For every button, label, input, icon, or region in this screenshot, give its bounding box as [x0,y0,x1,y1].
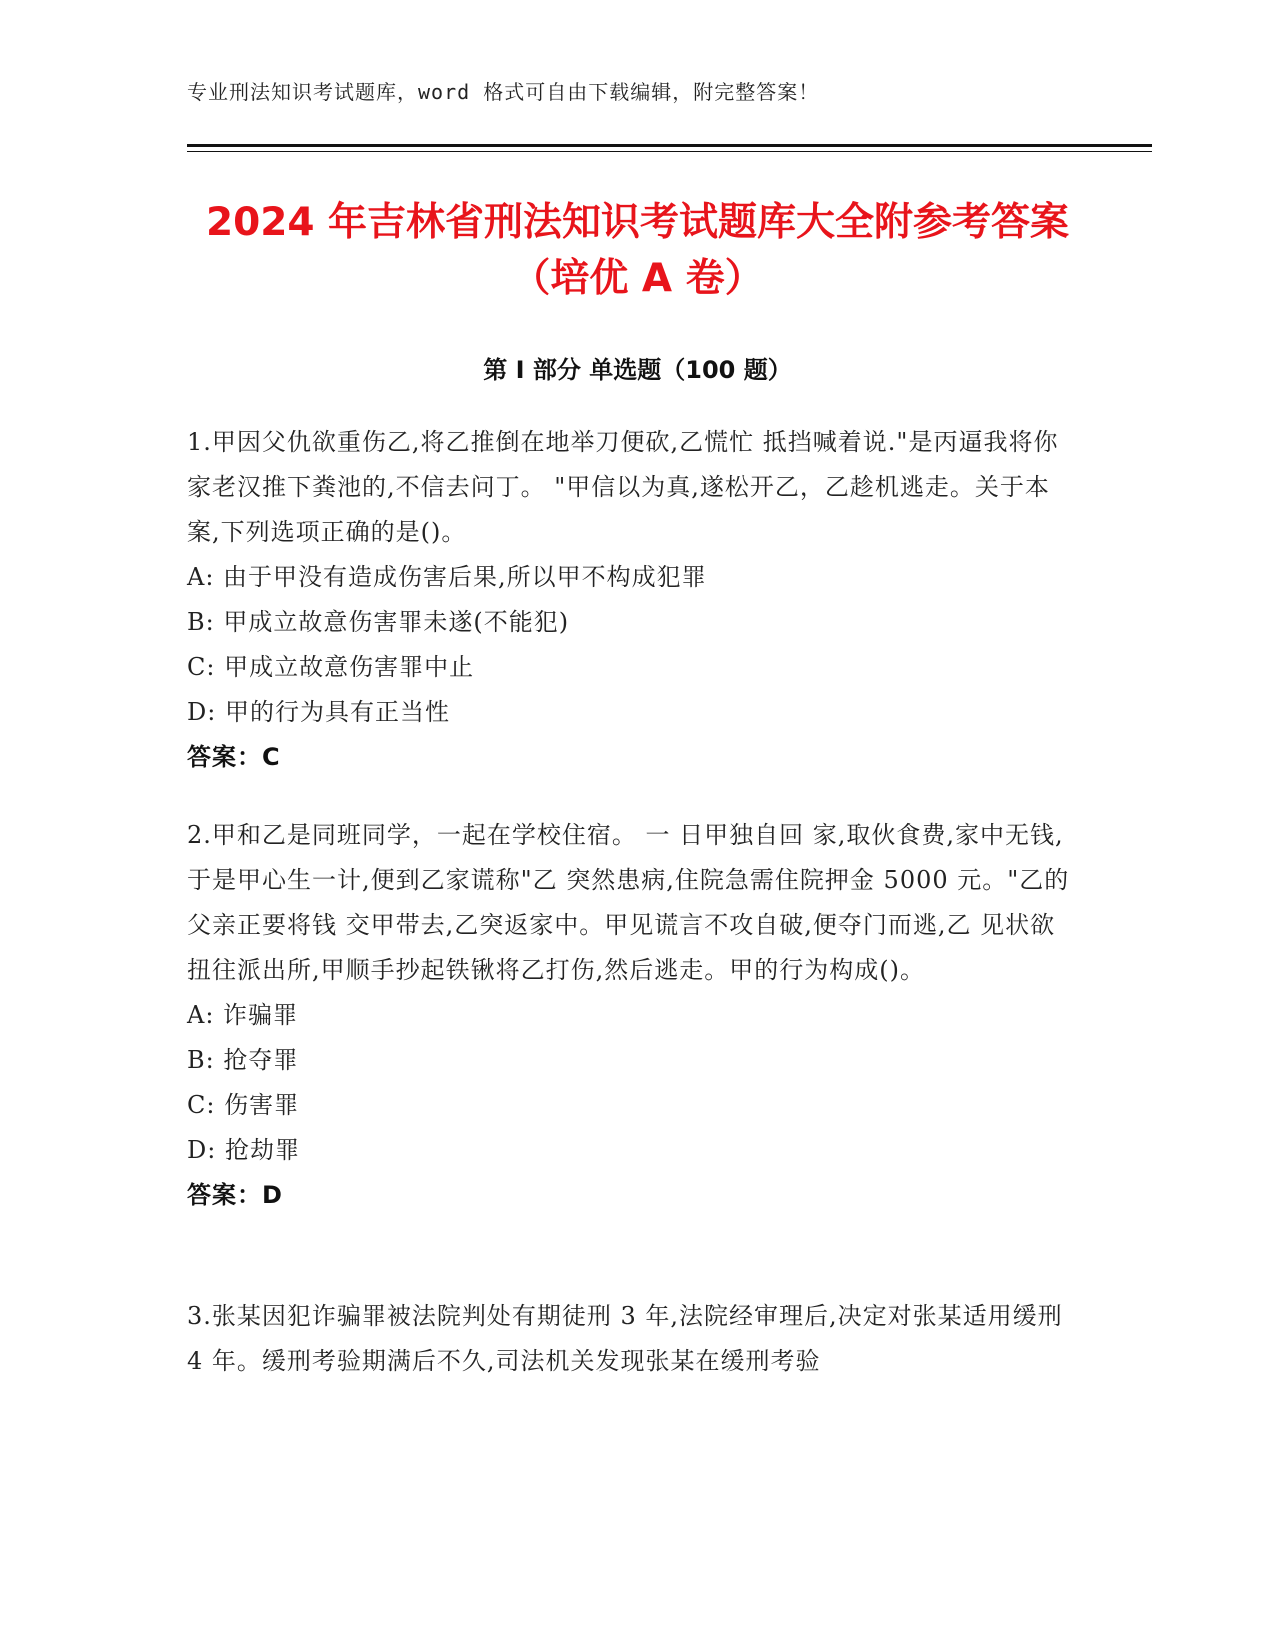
question-3 [187,1294,1077,1384]
document-title: 2024 年吉林省刑法知识考试题库大全附参考答案（培优 A 卷） [205,200,1070,301]
answer-label: 答案： [187,743,262,771]
answer-line [187,735,1077,780]
option-a: A: 诈骗罪 [187,1001,299,1029]
header-rule-thick [187,144,1152,147]
option-c: C: 甲成立故意伤害罪中止 [187,653,475,681]
question-2 [187,813,1077,1218]
section-title: 第 I 部分 单选题（100 题） [483,356,792,384]
question-text: 3.张某因犯诈骗罪被法院判处有期徒刑 3 年,法院经审理后,决定对张某适用缓刑 4 年。缓刑考验期满后不久,司法机关发现张某在缓刑考验 [187,1302,1063,1375]
header-rule-thin [187,151,1152,152]
answer-label: 答案： [187,1181,262,1209]
question-1 [187,420,1077,780]
option-d: D: 甲的行为具有正当性 [187,698,450,726]
answer-line [187,1173,1077,1218]
option-a: A: 由于甲没有造成伤害后果,所以甲不构成犯罪 [187,563,707,591]
header-note: 专业刑法知识考试题库，word 格式可自由下载编辑，附完整答案！ [187,80,820,104]
option-b: B: 抢夺罪 [187,1046,299,1074]
question-text: 1.甲因父仇欲重伤乙,将乙推倒在地举刀便砍,乙慌忙 抵挡喊着说."是丙逼我将你家老汉推下粪池的,不信去问丁。 "甲信以为真,遂松开乙，乙趁机逃走。关于本案,下列选项正确的是()。 [187,428,1059,546]
answer-value: D [262,1181,283,1209]
option-b: B: 甲成立故意伤害罪未遂(不能犯) [187,608,570,636]
question-text: 2.甲和乙是同班同学，一起在学校住宿。 一 日甲独自回 家,取伙食费,家中无钱,于是甲心生一计,便到乙家谎称"乙 突然患病,住院急需住院押金 5000 元。"乙的父亲正要将钱 交甲带去,乙突返家中。甲见谎言不攻自破,便夺门而逃,乙 见状欲扭往派出所,甲顺手抄起铁锹将乙打伤,然后逃走。甲的行为构成()。 [187,821,1070,984]
option-c: C: 伤害罪 [187,1091,300,1119]
answer-value: C [262,743,281,771]
option-d: D: 抢劫罪 [187,1136,300,1164]
